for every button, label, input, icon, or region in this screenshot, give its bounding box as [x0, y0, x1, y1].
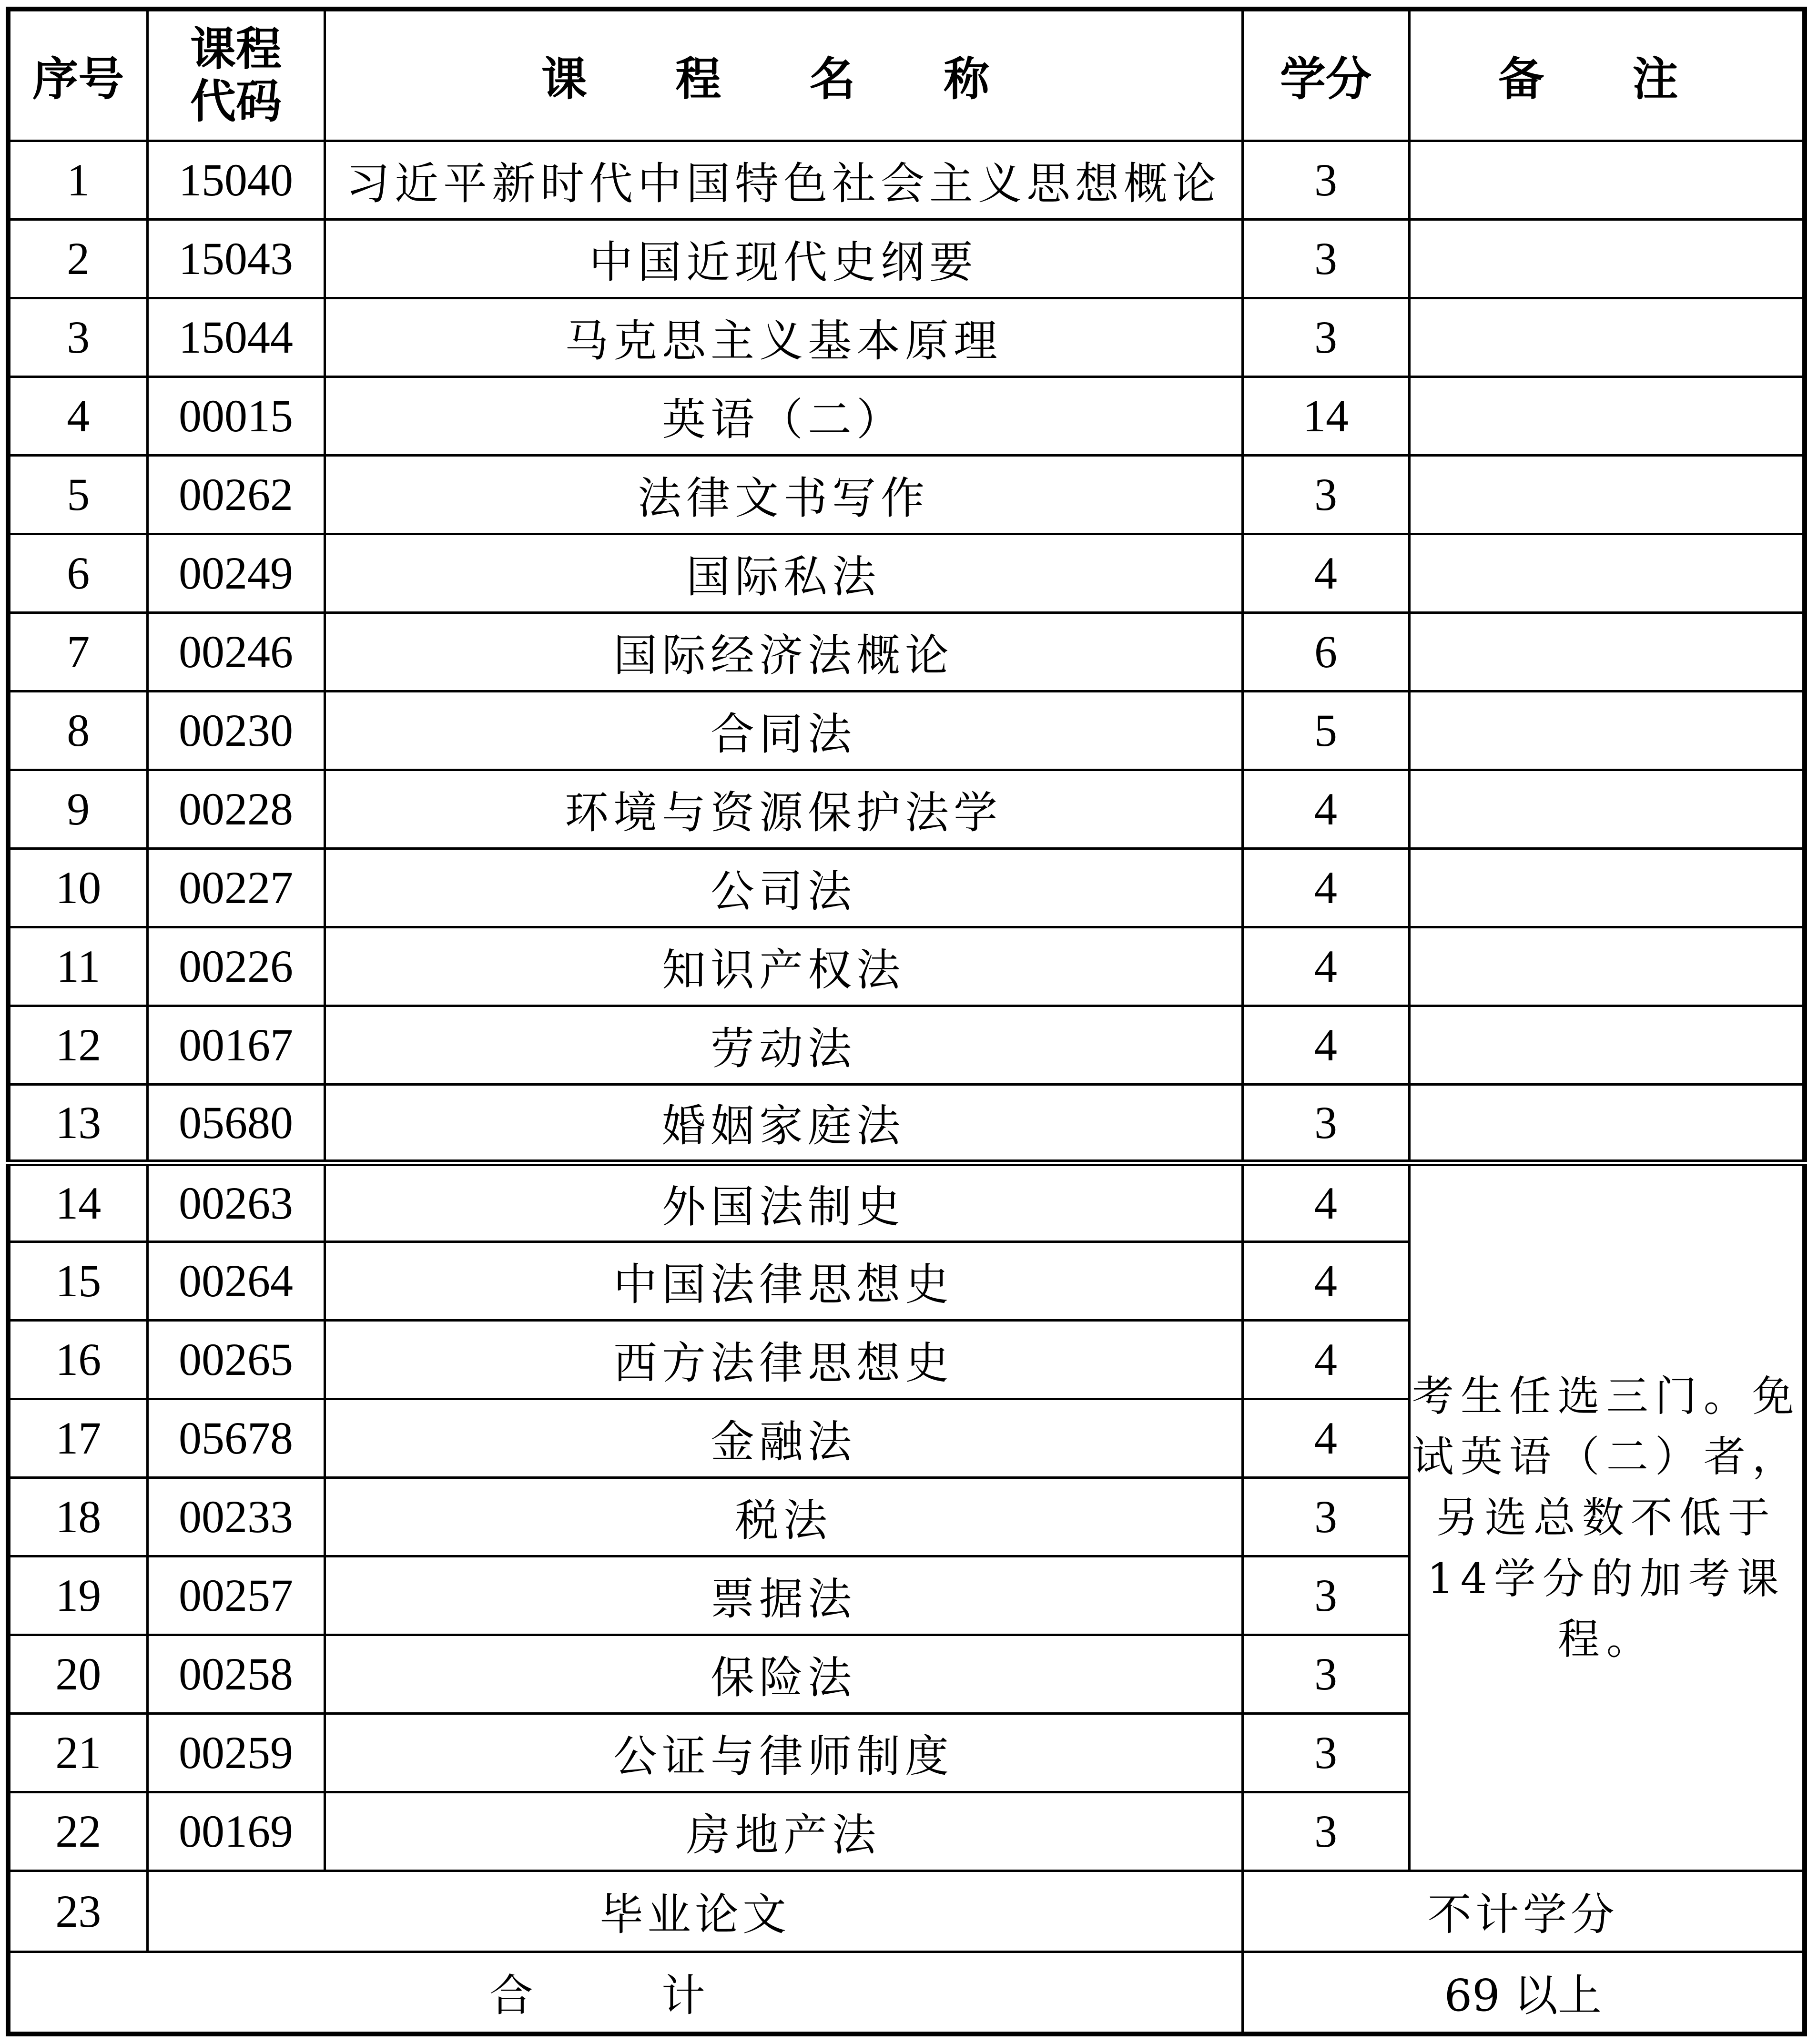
row-course-code: 00167	[147, 1006, 325, 1084]
row-index: 9	[8, 770, 147, 848]
row-course-name: 环境与资源保护法学	[325, 770, 1242, 848]
row-index: 5	[8, 455, 147, 534]
row-course-code: 00169	[147, 1792, 325, 1871]
row-credits: 3	[1242, 219, 1409, 298]
elective-note: 考生任选三门。免试英语（二）者，另选总数不低于14学分的加考课程。	[1409, 1163, 1805, 1871]
thesis-index: 23	[8, 1871, 147, 1952]
row-course-name: 公司法	[325, 848, 1242, 927]
row-credits: 3	[1242, 1477, 1409, 1556]
row-credits: 5	[1242, 691, 1409, 770]
course-plan-table	[6, 7, 1807, 2036]
row-index: 14	[8, 1163, 147, 1241]
row-course-name: 劳动法	[325, 1006, 1242, 1084]
row-course-name: 合同法	[325, 691, 1242, 770]
row-course-code: 00228	[147, 770, 325, 848]
row-index: 22	[8, 1792, 147, 1871]
row-credits: 4	[1242, 770, 1409, 848]
table-row	[8, 612, 1805, 691]
row-course-code: 00263	[147, 1163, 325, 1241]
row-course-code: 05678	[147, 1399, 325, 1477]
row-index: 6	[8, 534, 147, 612]
row-note	[1409, 455, 1805, 534]
row-note	[1409, 1006, 1805, 1084]
table-row	[8, 534, 1805, 612]
row-credits: 6	[1242, 612, 1409, 691]
table-body	[8, 141, 1805, 1871]
row-credits: 4	[1242, 1320, 1409, 1399]
row-course-name: 法律文书写作	[325, 455, 1242, 534]
row-credits: 14	[1242, 376, 1409, 455]
row-course-name: 公证与律师制度	[325, 1713, 1242, 1792]
row-course-code: 00258	[147, 1635, 325, 1713]
table-row	[8, 298, 1805, 376]
row-index: 10	[8, 848, 147, 927]
row-credits: 4	[1242, 1163, 1409, 1241]
table-row	[8, 1084, 1805, 1163]
row-note	[1409, 1084, 1805, 1163]
row-credits: 3	[1242, 1713, 1409, 1792]
row-course-name: 税法	[325, 1477, 1242, 1556]
row-note	[1409, 927, 1805, 1006]
row-course-code: 15044	[147, 298, 325, 376]
row-course-name: 保险法	[325, 1635, 1242, 1713]
row-course-name: 中国法律思想史	[325, 1241, 1242, 1320]
row-note	[1409, 612, 1805, 691]
row-credits: 3	[1242, 298, 1409, 376]
table-row	[8, 691, 1805, 770]
row-index: 20	[8, 1635, 147, 1713]
row-note	[1409, 848, 1805, 927]
table-row	[8, 376, 1805, 455]
row-course-code: 00230	[147, 691, 325, 770]
row-credits: 4	[1242, 1399, 1409, 1477]
row-course-code: 00249	[147, 534, 325, 612]
header-credits: 学分	[1242, 9, 1409, 141]
row-course-code: 15040	[147, 141, 325, 219]
row-course-code: 15043	[147, 219, 325, 298]
total-row	[8, 1952, 1805, 2034]
row-index: 2	[8, 219, 147, 298]
row-course-code: 00226	[147, 927, 325, 1006]
table-row	[8, 219, 1805, 298]
row-index: 12	[8, 1006, 147, 1084]
row-course-name: 外国法制史	[325, 1163, 1242, 1241]
row-note	[1409, 534, 1805, 612]
row-course-code: 00259	[147, 1713, 325, 1792]
header-course-code-line2: 代码	[190, 75, 282, 129]
row-course-name: 习近平新时代中国特色社会主义思想概论	[325, 141, 1242, 219]
row-credits: 4	[1242, 1006, 1409, 1084]
row-credits: 3	[1242, 141, 1409, 219]
row-credits: 3	[1242, 1635, 1409, 1713]
table-row	[8, 1006, 1805, 1084]
header-note: 备 注	[1409, 9, 1805, 141]
row-course-name: 知识产权法	[325, 927, 1242, 1006]
row-note	[1409, 691, 1805, 770]
row-course-code: 00264	[147, 1241, 325, 1320]
row-note	[1409, 141, 1805, 219]
row-course-name: 中国近现代史纲要	[325, 219, 1242, 298]
row-note	[1409, 298, 1805, 376]
row-index: 8	[8, 691, 147, 770]
row-note	[1409, 376, 1805, 455]
row-index: 4	[8, 376, 147, 455]
row-index: 15	[8, 1241, 147, 1320]
row-course-code: 00257	[147, 1556, 325, 1635]
row-credits: 4	[1242, 848, 1409, 927]
table-row	[8, 141, 1805, 219]
row-index: 1	[8, 141, 147, 219]
table-row	[8, 1163, 1805, 1241]
row-index: 13	[8, 1084, 147, 1163]
total-credits: 69 以上	[1242, 1952, 1805, 2034]
table-row	[8, 770, 1805, 848]
table-row	[8, 848, 1805, 927]
row-index: 18	[8, 1477, 147, 1556]
row-course-code: 00265	[147, 1320, 325, 1399]
row-course-name: 票据法	[325, 1556, 1242, 1635]
header-course-code	[147, 9, 325, 141]
row-credits: 3	[1242, 1084, 1409, 1163]
header-index: 序号	[8, 9, 147, 141]
row-credits: 4	[1242, 927, 1409, 1006]
row-index: 21	[8, 1713, 147, 1792]
row-index: 7	[8, 612, 147, 691]
row-credits: 3	[1242, 455, 1409, 534]
table-header-row	[8, 9, 1805, 141]
row-course-name: 英语（二）	[325, 376, 1242, 455]
header-course-code-line1: 课程	[190, 22, 282, 76]
row-course-code: 00015	[147, 376, 325, 455]
row-credits: 4	[1242, 534, 1409, 612]
table-row	[8, 927, 1805, 1006]
row-course-name: 房地产法	[325, 1792, 1242, 1871]
row-course-name: 婚姻家庭法	[325, 1084, 1242, 1163]
row-index: 11	[8, 927, 147, 1006]
row-course-name: 西方法律思想史	[325, 1320, 1242, 1399]
row-course-name: 马克思主义基本原理	[325, 298, 1242, 376]
row-index: 3	[8, 298, 147, 376]
row-index: 19	[8, 1556, 147, 1635]
row-course-code: 00262	[147, 455, 325, 534]
row-index: 17	[8, 1399, 147, 1477]
header-course-name: 课 程 名 称	[325, 9, 1242, 141]
total-label: 合 计	[8, 1952, 1242, 2034]
row-credits: 4	[1242, 1241, 1409, 1320]
row-note	[1409, 219, 1805, 298]
row-course-name: 国际经济法概论	[325, 612, 1242, 691]
row-credits: 3	[1242, 1556, 1409, 1635]
row-index: 16	[8, 1320, 147, 1399]
thesis-name: 毕业论文	[147, 1871, 1242, 1952]
row-course-name: 金融法	[325, 1399, 1242, 1477]
table-row	[8, 455, 1805, 534]
row-course-code: 05680	[147, 1084, 325, 1163]
row-course-code: 00227	[147, 848, 325, 927]
thesis-credits: 不计学分	[1242, 1871, 1805, 1952]
row-course-code: 00233	[147, 1477, 325, 1556]
row-course-code: 00246	[147, 612, 325, 691]
row-credits: 3	[1242, 1792, 1409, 1871]
row-course-name: 国际私法	[325, 534, 1242, 612]
row-note	[1409, 770, 1805, 848]
thesis-row	[8, 1871, 1805, 1952]
